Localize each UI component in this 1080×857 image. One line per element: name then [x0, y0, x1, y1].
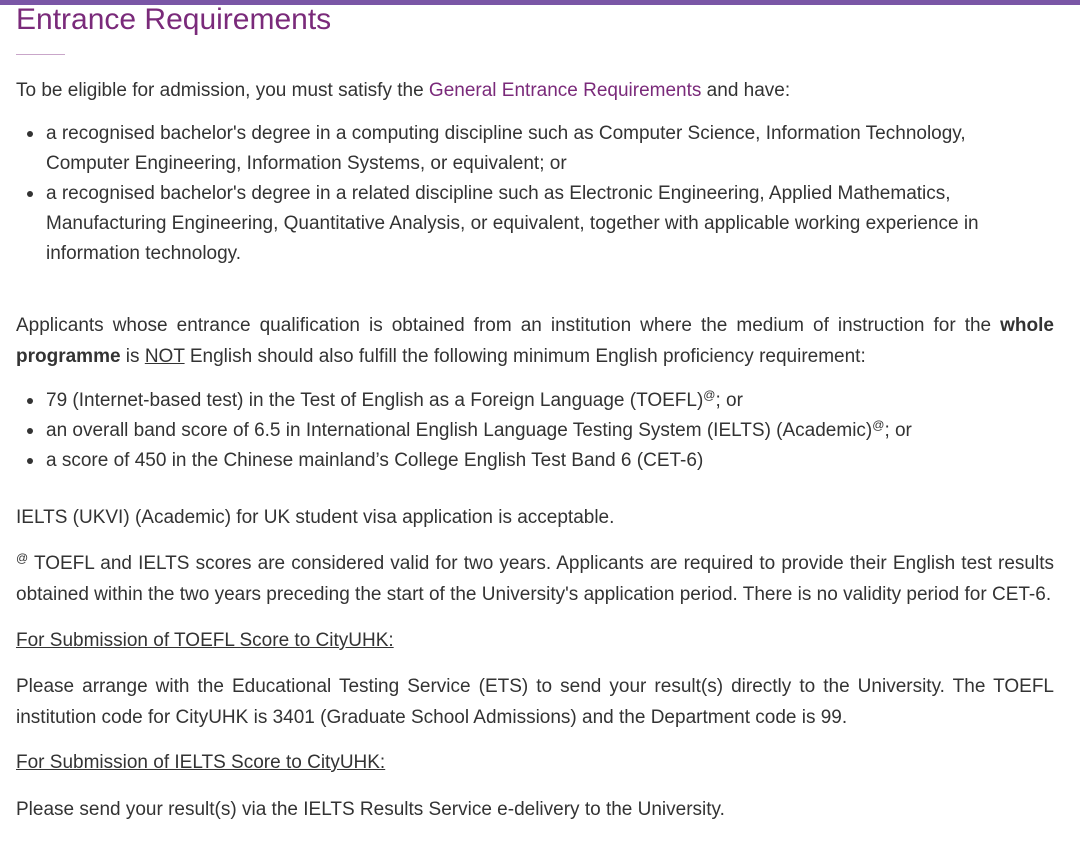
intro-after: and have: — [701, 80, 791, 101]
ielts-submission-heading: For Submission of IELTS Score to CityUHK: — [16, 752, 386, 773]
english-bold: whole programme — [16, 315, 1054, 367]
title-divider — [16, 54, 65, 55]
validity-note — [16, 548, 1054, 610]
ukvi-note: IELTS (UKVI) (Academic) for UK student visa application is acceptable. — [16, 507, 615, 528]
list-item: a recognised bachelor's degree in a computing discipline such as Computer Science, Information Technology, Computer Engineering, Information Systems, or equivalent; or — [16, 119, 1054, 179]
english-requirement-paragraph — [16, 310, 1054, 372]
list-item: a score of 450 in the Chinese mainland’s College English Test Band 6 (CET-6) — [16, 446, 1054, 476]
english-part3: English should also fulfill the following minimum English proficiency requirement: — [184, 346, 866, 367]
page-title: Entrance Requirements — [16, 3, 332, 36]
english-underlined: NOT — [144, 346, 185, 367]
english-requirements-list — [16, 386, 1054, 476]
toefl-submission-text: Please arrange with the Educational Testing Service (ETS) to send your result(s) directly to the University. The TOEFL institution code for CityUHK is 3401 (Graduate School Admissions) and the Department code is 99. — [16, 676, 1054, 728]
intro-paragraph — [16, 75, 1054, 106]
validity-note-text: TOEFL and IELTS scores are considered valid for two years. Applicants are required to provide their English test results obtained within the two years preceding the start of the University's application period. There is no validity period for CET-6. — [16, 553, 1054, 605]
english-part1: Applicants whose entrance qualification is obtained from an institution where the medium of instruction for the — [16, 315, 1001, 336]
degree-requirements-list — [16, 119, 1054, 269]
entrance-requirements-section — [16, 0, 1054, 825]
validity-note-marker: @ — [16, 551, 29, 565]
list-item: 79 (Internet-based test) in the Test of English as a Foreign Language (TOEFL)@; or — [16, 386, 1054, 416]
ielts-submission-text: Please send your result(s) via the IELTS Results Service e-delivery to the University. — [16, 799, 725, 820]
english-part2: is — [120, 346, 145, 367]
toefl-submission-heading: For Submission of TOEFL Score to CityUHK: — [16, 630, 394, 651]
list-item: an overall band score of 6.5 in International English Language Testing System (IELTS) (Academic)@; or — [16, 416, 1054, 446]
intro-before: To be eligible for admission, you must satisfy the — [16, 80, 429, 101]
list-item: a recognised bachelor's degree in a related discipline such as Electronic Engineering, Applied Mathematics, Manufacturing Engineering, Quantitative Analysis, or equivalent, together with applicable working experience in information technology. — [16, 179, 1054, 269]
general-entrance-requirements-link[interactable]: General Entrance Requirements — [428, 80, 702, 101]
